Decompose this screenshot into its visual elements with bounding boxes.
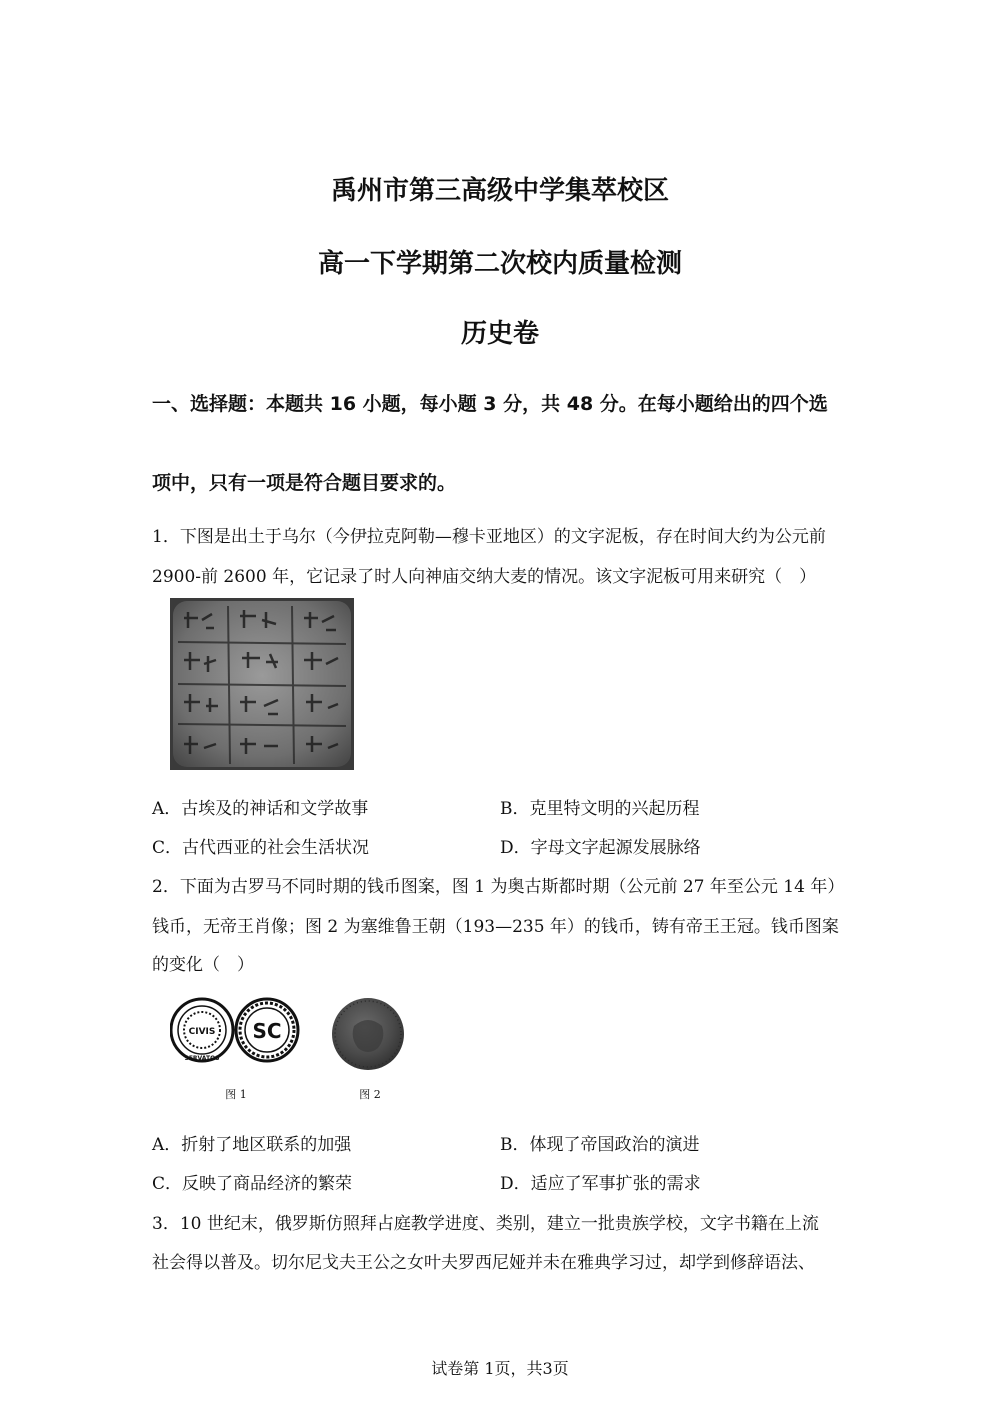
exam-title: 高一下学期第二次校内质量检测 (317, 249, 682, 279)
question-2-line2: 钱币，无帝王肖像；图 2 为塞维鲁王朝（193—235 年）的钱币，铸有帝王王冠。钱币图案 (152, 917, 839, 937)
q2-option-d: D．适应了军事扩张的需求 (500, 1174, 701, 1194)
q2-option-c: C．反映了商品经济的繁荣 (152, 1174, 353, 1194)
q1-option-d: D．字母文字起源发展脉络 (500, 838, 701, 858)
figure-2-caption: 图 2 (359, 1088, 381, 1101)
clay-tablet-image (170, 598, 354, 770)
section-heading-line2: 项中，只有一项是符合题目要求的。 (152, 472, 457, 494)
question-2-line1: 2．下面为古罗马不同时期的钱币图案，图 1 为奥古斯都时期（公元前 27 年至公元 14 年） (152, 877, 845, 897)
figure-1-caption: 图 1 (225, 1088, 247, 1101)
q2-option-b: B．体现了帝国政治的演进 (500, 1135, 700, 1155)
question-3-line1: 3．10 世纪末，俄罗斯仿照拜占庭教学进度、类别，建立一批贵族学校，文字书籍在上流 (152, 1214, 819, 1234)
q1-option-a: A．古埃及的神话和文学故事 (152, 799, 369, 819)
subject-title: 历史卷 (460, 319, 539, 349)
page-footer: 试卷第 1页，共3页 (431, 1359, 569, 1378)
question-1-line1: 1．下图是出土于乌尔（今伊拉克阿勒—穆卡亚地区）的文字泥板，存在时间大约为公元前 (152, 527, 826, 547)
question-2-line3: 的变化（ ） (152, 955, 254, 975)
q1-option-c: C．古代西亚的社会生活状况 (152, 838, 370, 858)
q1-option-b: B．克里特文明的兴起历程 (500, 799, 700, 819)
question-1-line2: 2900-前 2600 年，它记录了时人向神庙交纳大麦的情况。该文字泥板可用来研究（ ） (152, 567, 817, 587)
coin-left-bottom-text: SERVATOS (184, 1055, 220, 1062)
section-heading-line1: 一、选择题：本题共 16 小题，每小题 3 分，共 48 分。在每小题给出的四个选 (152, 393, 828, 415)
school-title: 禹州市第三高级中学集萃校区 (330, 176, 669, 206)
coin-left-text: CIVIS (188, 1027, 216, 1037)
coin-figure-1 (170, 996, 300, 1066)
coin-figure-2 (330, 996, 406, 1072)
question-3-line2: 社会得以普及。切尔尼戈夫王公之女叶夫罗西尼娅并未在雅典学习过，却学到修辞语法、 (152, 1253, 815, 1273)
q2-option-a: A．折射了地区联系的加强 (152, 1135, 352, 1155)
coin-right-text: SC (252, 1019, 282, 1043)
